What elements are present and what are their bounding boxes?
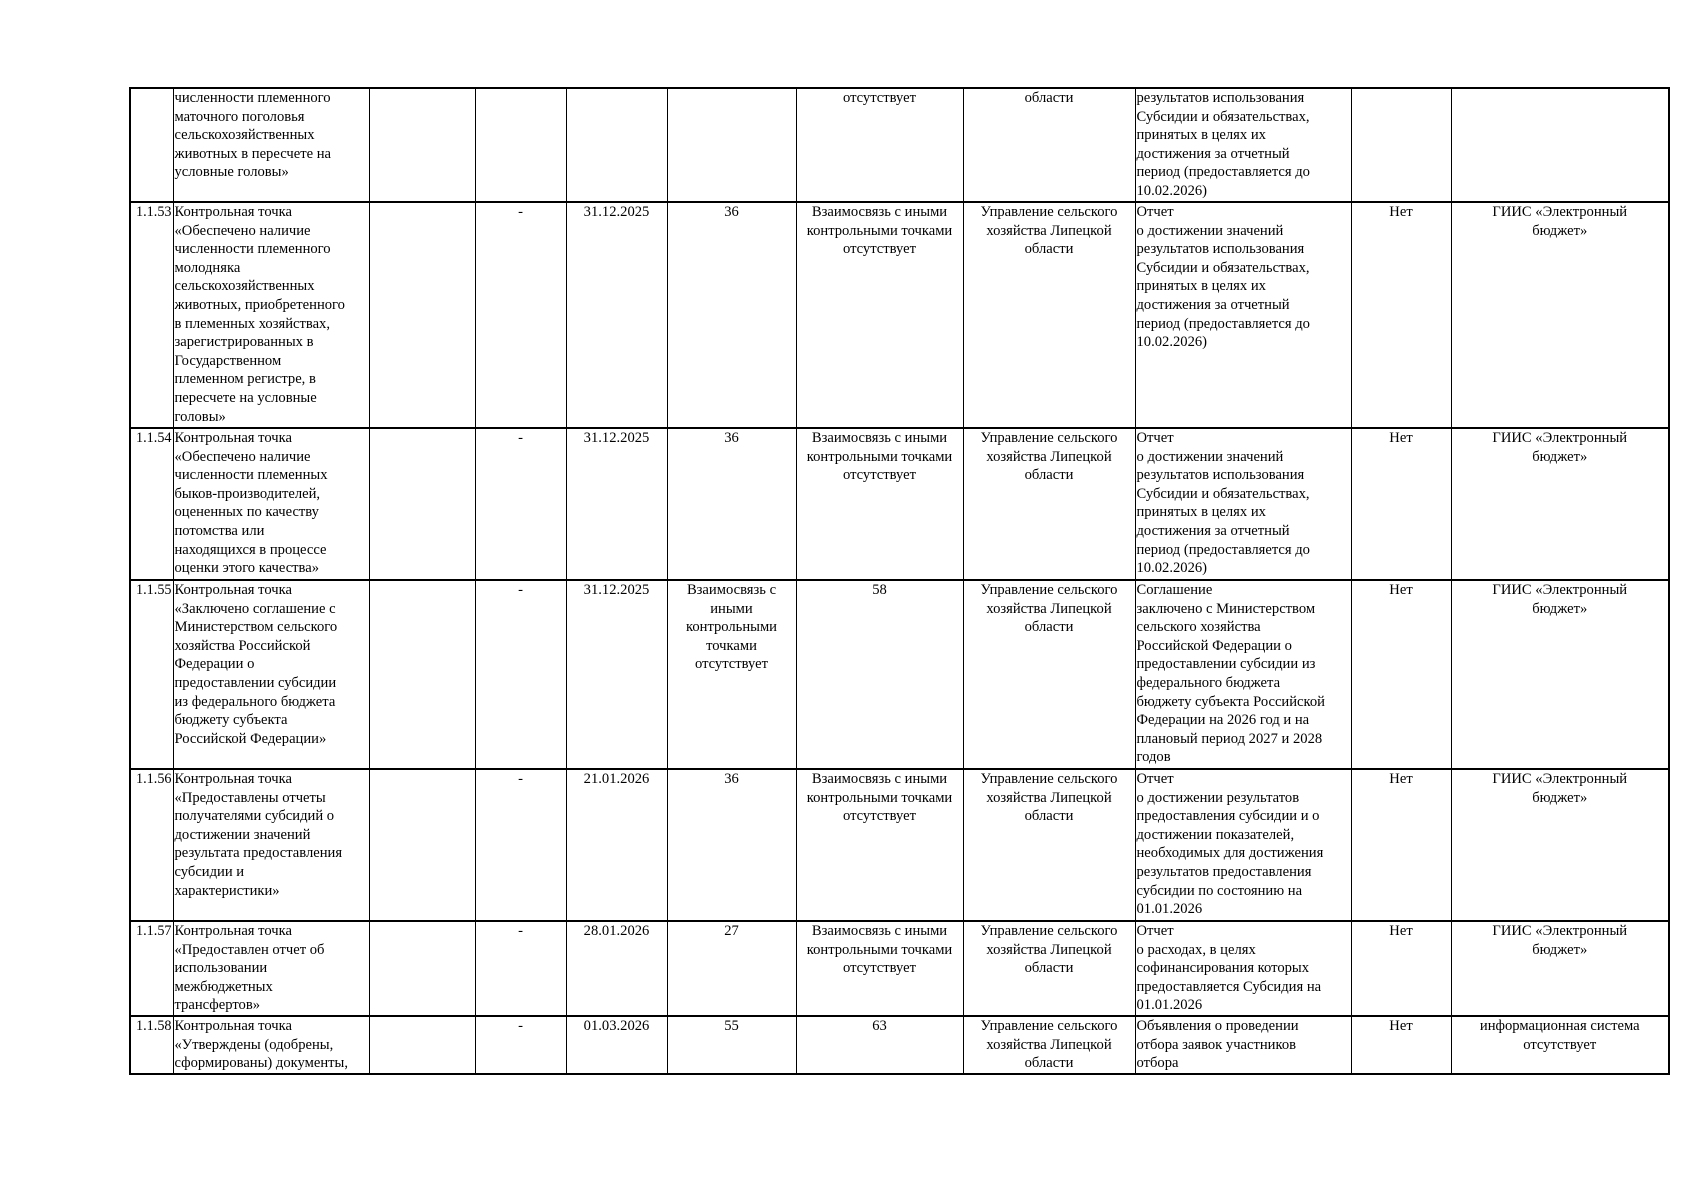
cell-date: 21.01.2026 (566, 769, 667, 921)
cell-col3 (369, 1016, 475, 1074)
cell-col3 (369, 88, 475, 202)
cell-approval: Нет (1351, 580, 1451, 769)
cell-responsible: Управление сельского хозяйства Липецкой области (963, 769, 1135, 921)
cell-col3 (369, 580, 475, 769)
cell-document: Отчет о достижении результатов предоставления субсидии и о достижении показателей, необходимых для достижения результатов предоставления субсидии по состоянию на 01.01.2026 (1135, 769, 1351, 921)
cell-date: 31.12.2025 (566, 580, 667, 769)
table-row (130, 202, 1669, 428)
cell-col3 (369, 428, 475, 580)
cell-document: Отчет о достижении значений результатов использования Субсидии и обязательствах, принятых в целях их достижения за отчетный период (предоставляется до 10.02.2026) (1135, 428, 1351, 580)
cell-col4: - (475, 921, 566, 1016)
control-point-name: численности племенного маточного поголовья сельскохозяйственных животных в пересчете на условные головы» (173, 88, 369, 202)
cell-previous (667, 88, 796, 202)
cell-info-system: ГИИС «Электронный бюджет» (1451, 921, 1669, 1016)
cell-date: 01.03.2026 (566, 1016, 667, 1074)
cell-info-system: ГИИС «Электронный бюджет» (1451, 580, 1669, 769)
cell-responsible: Управление сельского хозяйства Липецкой области (963, 202, 1135, 428)
cell-approval: Нет (1351, 428, 1451, 580)
cell-info-system: информационная система отсутствует (1451, 1016, 1669, 1074)
cell-col3 (369, 202, 475, 428)
table-row (130, 88, 1669, 202)
cell-col3 (369, 769, 475, 921)
cell-relation: 63 (796, 1016, 963, 1074)
cell-date: 31.12.2025 (566, 428, 667, 580)
control-point-name: Контрольная точка «Обеспечено наличие численности племенного молодняка сельскохозяйственных животных, приобретенного в племенных хозяйствах, зарегистрированных в Государственном племенном регистре, в пересчете на условные головы» (173, 202, 369, 428)
cell-previous: Взаимосвязь с иными контрольными точками отсутствует (667, 580, 796, 769)
cell-approval: Нет (1351, 1016, 1451, 1074)
control-point-name: Контрольная точка «Заключено соглашение с Министерством сельского хозяйства Российской Федерации о предоставлении субсидии из федерального бюджета бюджету субъекта Российской Федерации» (173, 580, 369, 769)
cell-info-system: ГИИС «Электронный бюджет» (1451, 769, 1669, 921)
cell-responsible: Управление сельского хозяйства Липецкой области (963, 921, 1135, 1016)
cell-date: 31.12.2025 (566, 202, 667, 428)
cell-responsible: области (963, 88, 1135, 202)
cell-relation: Взаимосвязь с иными контрольными точками отсутствует (796, 921, 963, 1016)
cell-approval (1351, 88, 1451, 202)
cell-previous: 27 (667, 921, 796, 1016)
cell-info-system (1451, 88, 1669, 202)
cell-col4: - (475, 428, 566, 580)
table-row (130, 580, 1669, 769)
cell-document: Отчет о расходах, в целях софинансирования которых предоставляется Субсидия на 01.01.2026 (1135, 921, 1351, 1016)
row-number: 1.1.57 (130, 921, 173, 1016)
cell-info-system: ГИИС «Электронный бюджет» (1451, 428, 1669, 580)
table-row (130, 769, 1669, 921)
cell-approval: Нет (1351, 202, 1451, 428)
cell-col4 (475, 88, 566, 202)
control-points-table (129, 87, 1670, 1075)
cell-approval: Нет (1351, 769, 1451, 921)
cell-col3 (369, 921, 475, 1016)
row-number: 1.1.56 (130, 769, 173, 921)
cell-responsible: Управление сельского хозяйства Липецкой области (963, 580, 1135, 769)
table-row (130, 1016, 1669, 1074)
cell-relation: 58 (796, 580, 963, 769)
cell-previous: 55 (667, 1016, 796, 1074)
control-point-name: Контрольная точка «Обеспечено наличие численности племенных быков-производителей, оцененных по качеству потомства или находящихся в процессе оценки этого качества» (173, 428, 369, 580)
cell-document: Отчет о достижении значений результатов использования Субсидии и обязательствах, принятых в целях их достижения за отчетный период (предоставляется до 10.02.2026) (1135, 202, 1351, 428)
cell-approval: Нет (1351, 921, 1451, 1016)
cell-previous: 36 (667, 202, 796, 428)
row-number: 1.1.58 (130, 1016, 173, 1074)
row-number: 1.1.55 (130, 580, 173, 769)
cell-col4: - (475, 769, 566, 921)
row-number (130, 88, 173, 202)
cell-responsible: Управление сельского хозяйства Липецкой области (963, 428, 1135, 580)
cell-col4: - (475, 1016, 566, 1074)
cell-document: результатов использования Субсидии и обязательствах, принятых в целях их достижения за отчетный период (предоставляется до 10.02.2026) (1135, 88, 1351, 202)
cell-relation: Взаимосвязь с иными контрольными точками отсутствует (796, 769, 963, 921)
table-row (130, 921, 1669, 1016)
table-body (130, 88, 1669, 1074)
control-point-name: Контрольная точка «Предоставлены отчеты получателями субсидий о достижении значений результата предоставления субсидии и характеристики» (173, 769, 369, 921)
cell-responsible: Управление сельского хозяйства Липецкой области (963, 1016, 1135, 1074)
row-number: 1.1.53 (130, 202, 173, 428)
cell-previous: 36 (667, 428, 796, 580)
cell-document: Объявления о проведении отбора заявок участников отбора (1135, 1016, 1351, 1074)
control-point-name: Контрольная точка «Утверждены (одобрены, сформированы) документы, (173, 1016, 369, 1074)
table-row (130, 428, 1669, 580)
cell-date: 28.01.2026 (566, 921, 667, 1016)
cell-previous: 36 (667, 769, 796, 921)
cell-info-system: ГИИС «Электронный бюджет» (1451, 202, 1669, 428)
row-number: 1.1.54 (130, 428, 173, 580)
cell-col4: - (475, 580, 566, 769)
cell-col4: - (475, 202, 566, 428)
cell-relation: отсутствует (796, 88, 963, 202)
control-point-name: Контрольная точка «Предоставлен отчет об использовании межбюджетных трансфертов» (173, 921, 369, 1016)
cell-relation: Взаимосвязь с иными контрольными точками отсутствует (796, 202, 963, 428)
cell-document: Соглашение заключено с Министерством сельского хозяйства Российской Федерации о предоставлении субсидии из федерального бюджета бюджету субъекта Российской Федерации на 2026 год и на плановый период 2027 и 2028 годов (1135, 580, 1351, 769)
cell-date (566, 88, 667, 202)
cell-relation: Взаимосвязь с иными контрольными точками отсутствует (796, 428, 963, 580)
